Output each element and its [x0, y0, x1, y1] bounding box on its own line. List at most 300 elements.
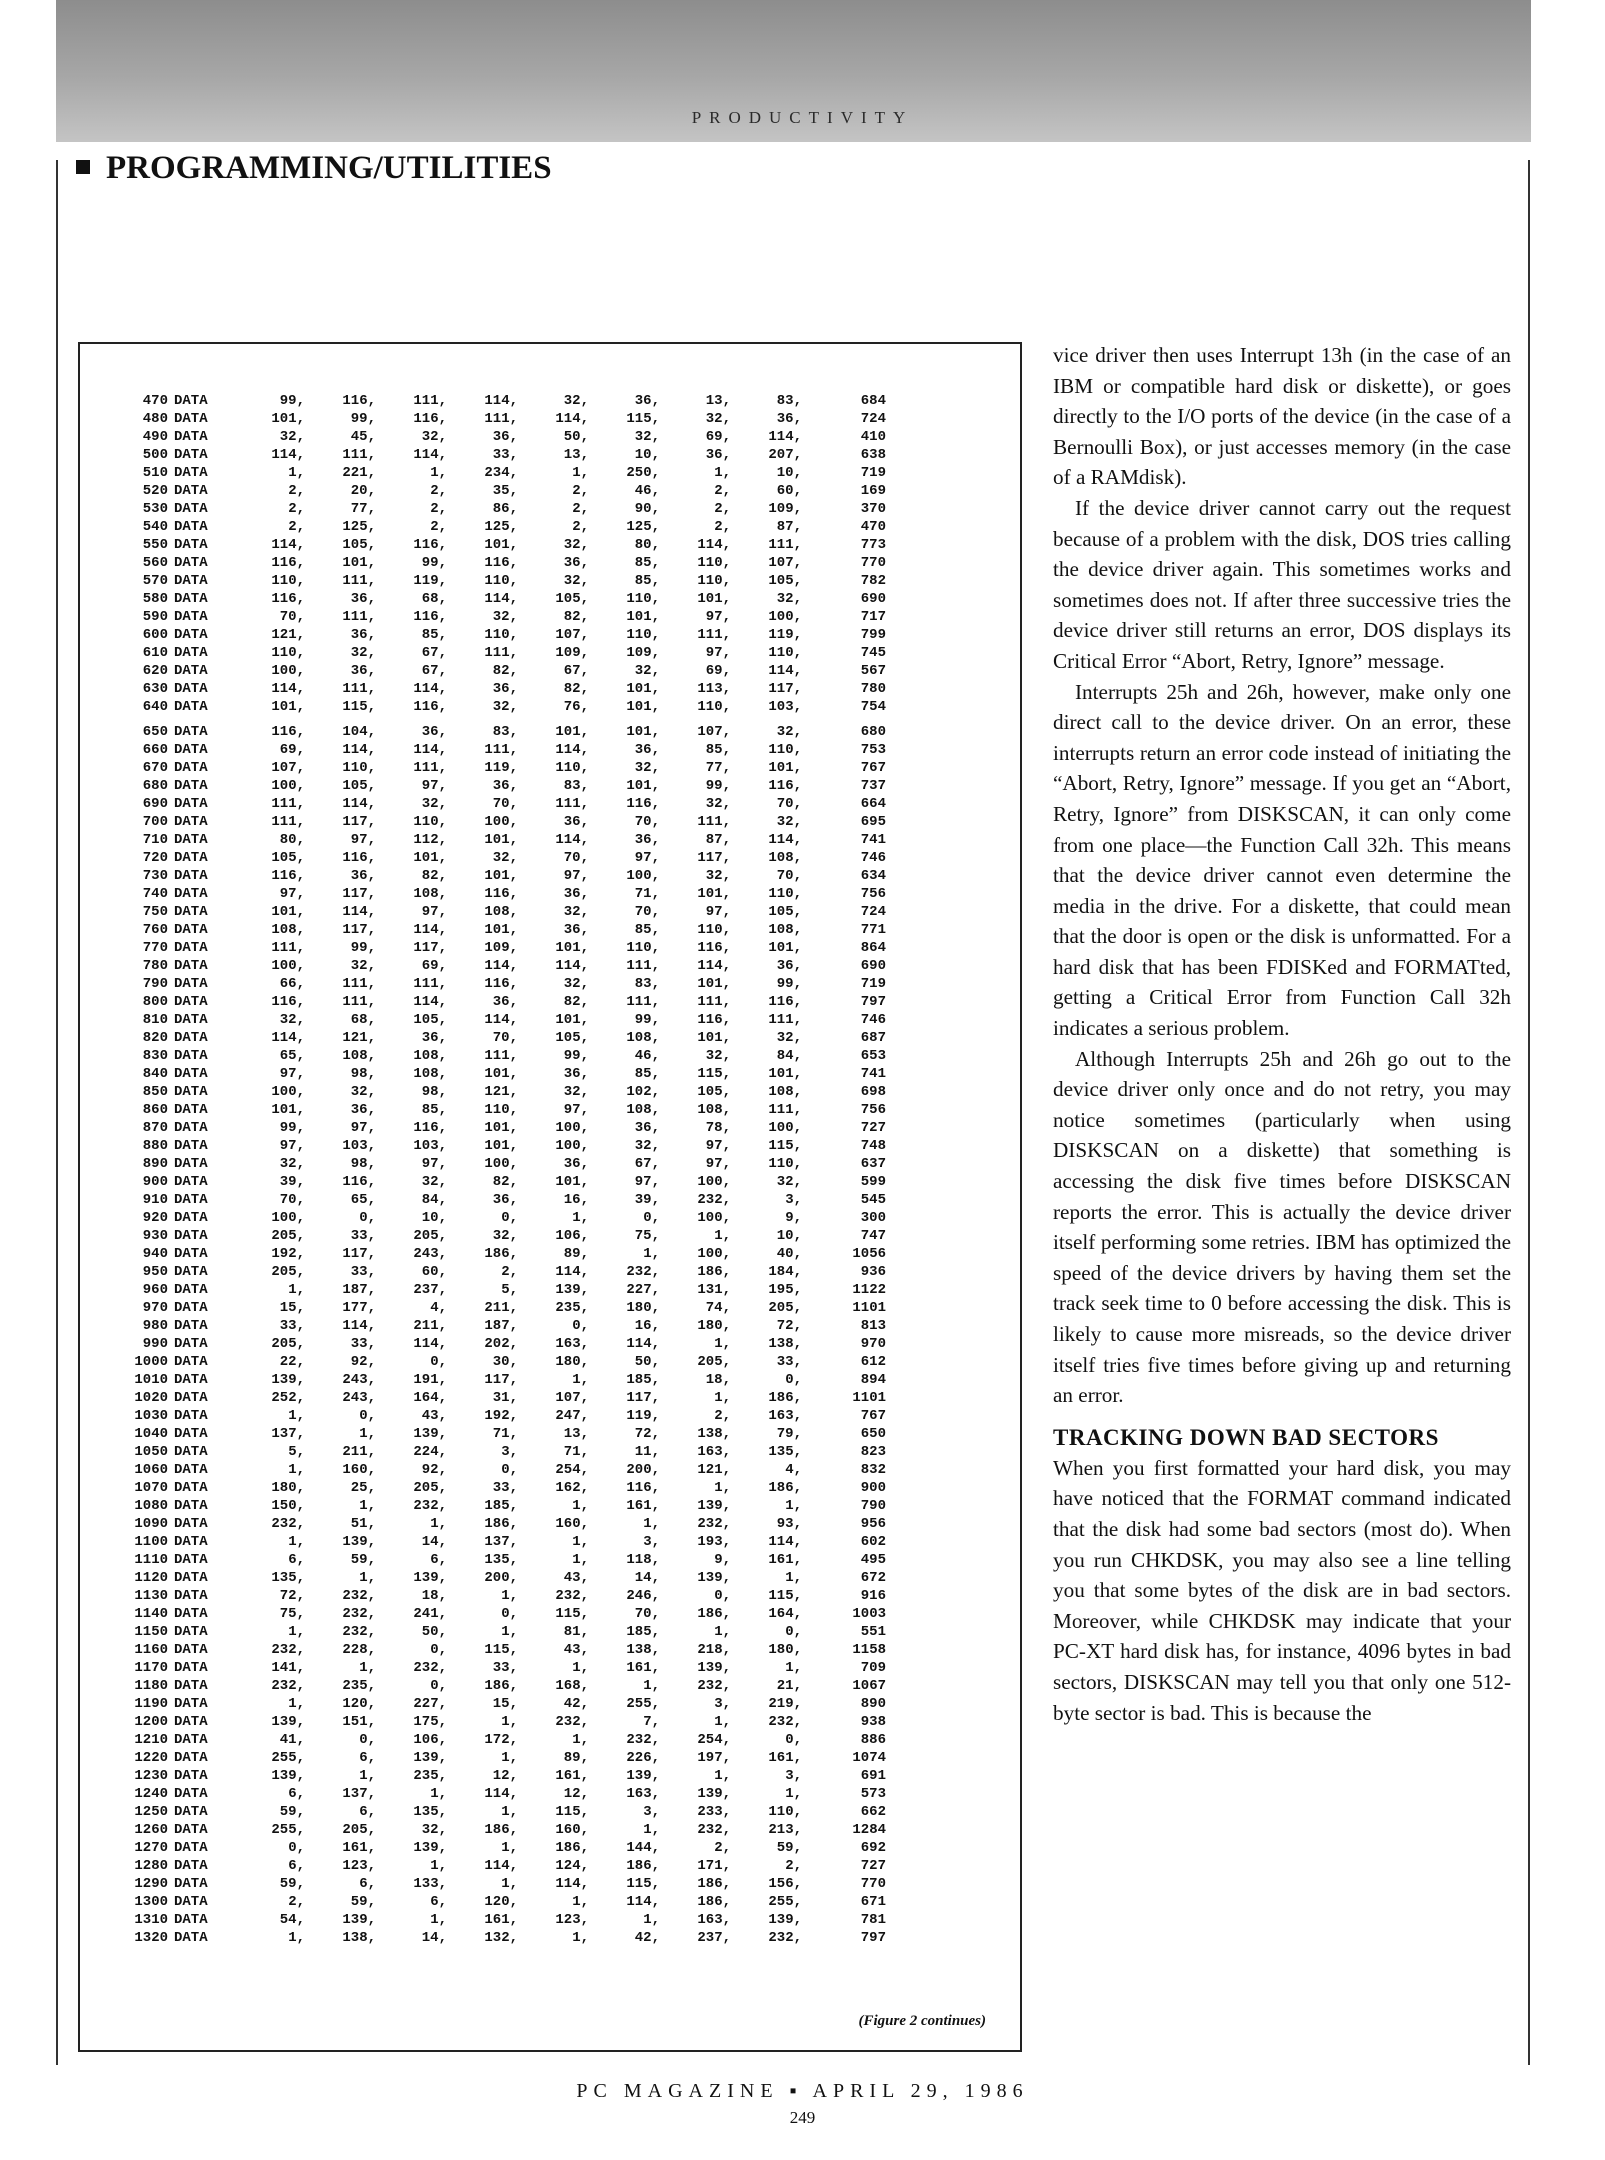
data-value: 110, — [697, 699, 731, 715]
data-value: 1, — [714, 1624, 731, 1640]
data-value: 114, — [626, 1336, 660, 1352]
article-paragraph: When you first formatted your hard disk, you may have noticed that the FORMAT command indicated that the disk had some bad sectors (most do). When you run CHKDSK, you may also see a line telling you that some bytes of the disk are in bad sectors. Moreover, while CHKDSK may indicate that your PC-XT hard disk has, for instance, 4096 bytes in bad sectors, DISKSCAN may tell you that only one 512-byte sector is bad. This is because the — [1053, 1455, 1511, 1725]
data-keyword: DATA — [174, 393, 208, 409]
data-value: 205, — [271, 1264, 305, 1280]
data-value: 123, — [342, 1858, 376, 1874]
checksum-value: 169 — [860, 483, 886, 499]
data-value: 97, — [705, 904, 731, 920]
data-value: 1, — [359, 1570, 376, 1586]
data-value: 114, — [271, 1030, 305, 1046]
checksum-value: 1003 — [852, 1606, 886, 1622]
data-value: 139, — [413, 1570, 447, 1586]
data-value: 70, — [279, 1192, 305, 1208]
data-value: 232, — [626, 1264, 660, 1280]
line-number: 1300 — [134, 1894, 168, 1910]
data-keyword: DATA — [174, 465, 208, 481]
data-value: 36, — [492, 681, 518, 697]
data-value: 32, — [421, 1822, 447, 1838]
checksum-value: 741 — [860, 832, 886, 848]
data-value: 163, — [697, 1444, 731, 1460]
data-keyword: DATA — [174, 1498, 208, 1514]
data-value: 227, — [626, 1282, 660, 1298]
footer-magazine-line: PC MAGAZINE ▪ APRIL 29, 1986 — [576, 2080, 1029, 2102]
line-number: 1120 — [134, 1570, 168, 1586]
listing-row — [112, 1047, 992, 1065]
data-keyword: DATA — [174, 1714, 208, 1730]
data-value: 200, — [626, 1462, 660, 1478]
checksum-value: 767 — [860, 1408, 886, 1424]
data-value: 80, — [279, 832, 305, 848]
data-value: 32, — [634, 663, 660, 679]
data-value: 139, — [697, 1786, 731, 1802]
data-value: 83, — [492, 724, 518, 740]
data-value: 7, — [643, 1714, 660, 1730]
data-value: 22, — [279, 1354, 305, 1370]
data-value: 99, — [279, 1120, 305, 1136]
data-keyword: DATA — [174, 1786, 208, 1802]
data-value: 163, — [555, 1336, 589, 1352]
data-value: 33, — [350, 1336, 376, 1352]
data-keyword: DATA — [174, 1228, 208, 1244]
data-keyword: DATA — [174, 1696, 208, 1712]
line-number: 770 — [142, 940, 168, 956]
data-value: 228, — [342, 1642, 376, 1658]
data-value: 161, — [768, 1552, 802, 1568]
data-value: 108, — [626, 1102, 660, 1118]
listing-row — [112, 1785, 992, 1803]
data-value: 85, — [634, 1066, 660, 1082]
line-number: 940 — [142, 1246, 168, 1262]
data-value: 97, — [421, 778, 447, 794]
checksum-value: 573 — [860, 1786, 886, 1802]
data-keyword: DATA — [174, 1624, 208, 1640]
data-value: 115, — [768, 1588, 802, 1604]
line-number: 1290 — [134, 1876, 168, 1892]
data-keyword: DATA — [174, 1336, 208, 1352]
data-value: 232, — [271, 1678, 305, 1694]
data-value: 1, — [288, 1930, 305, 1946]
data-value: 114, — [768, 832, 802, 848]
line-number: 490 — [142, 429, 168, 445]
data-value: 114, — [271, 681, 305, 697]
line-number: 1140 — [134, 1606, 168, 1622]
data-value: 0, — [430, 1678, 447, 1694]
data-value: 137, — [342, 1786, 376, 1802]
line-number: 1150 — [134, 1624, 168, 1640]
data-value: 232, — [626, 1732, 660, 1748]
checksum-value: 662 — [860, 1804, 886, 1820]
listing-row — [112, 1299, 992, 1317]
data-value: 100, — [484, 1156, 518, 1172]
data-value: 120, — [342, 1696, 376, 1712]
data-value: 103, — [768, 699, 802, 715]
data-value: 70, — [776, 868, 802, 884]
data-value: 121, — [697, 1462, 731, 1478]
data-value: 85, — [634, 555, 660, 571]
listing-row — [112, 1551, 992, 1569]
data-value: 100, — [697, 1246, 731, 1262]
data-value: 207, — [768, 447, 802, 463]
data-keyword: DATA — [174, 1084, 208, 1100]
data-value: 232, — [555, 1588, 589, 1604]
data-value: 116, — [342, 1174, 376, 1190]
line-number: 1280 — [134, 1858, 168, 1874]
data-value: 111, — [342, 447, 376, 463]
data-value: 0, — [785, 1372, 802, 1388]
data-value: 164, — [413, 1390, 447, 1406]
data-value: 114, — [342, 796, 376, 812]
data-value: 77, — [705, 760, 731, 776]
checksum-value: 864 — [860, 940, 886, 956]
checksum-value: 612 — [860, 1354, 886, 1370]
data-value: 1, — [572, 1930, 589, 1946]
data-value: 21, — [776, 1678, 802, 1694]
listing-row — [112, 957, 992, 975]
data-value: 18, — [421, 1588, 447, 1604]
data-keyword: DATA — [174, 1408, 208, 1424]
data-value: 101, — [626, 699, 660, 715]
data-keyword: DATA — [174, 1174, 208, 1190]
data-value: 40, — [776, 1246, 802, 1262]
data-value: 1, — [572, 1498, 589, 1514]
data-value: 114, — [413, 922, 447, 938]
data-value: 2, — [785, 1858, 802, 1874]
data-value: 45, — [350, 429, 376, 445]
data-value: 211, — [413, 1318, 447, 1334]
data-value: 32, — [279, 1156, 305, 1172]
data-value: 111, — [768, 1012, 802, 1028]
listing-row — [112, 1371, 992, 1389]
data-value: 70, — [634, 814, 660, 830]
data-value: 111, — [697, 627, 731, 643]
data-value: 14, — [421, 1534, 447, 1550]
data-value: 36, — [634, 1120, 660, 1136]
data-keyword: DATA — [174, 645, 208, 661]
listing-row — [112, 536, 992, 554]
data-value: 1, — [572, 1660, 589, 1676]
data-value: 111, — [697, 994, 731, 1010]
listing-row — [112, 1425, 992, 1443]
data-value: 97, — [705, 609, 731, 625]
data-value: 1, — [501, 1750, 518, 1766]
checksum-value: 799 — [860, 627, 886, 643]
listing-row — [112, 1353, 992, 1371]
data-value: 36, — [634, 832, 660, 848]
data-value: 202, — [484, 1336, 518, 1352]
data-value: 2, — [288, 519, 305, 535]
checksum-value: 650 — [860, 1426, 886, 1442]
listing-row — [112, 1137, 992, 1155]
data-value: 36, — [563, 886, 589, 902]
data-value: 100, — [697, 1210, 731, 1226]
listing-row — [112, 1839, 992, 1857]
data-value: 59, — [350, 1894, 376, 1910]
line-number: 750 — [142, 904, 168, 920]
data-value: 250, — [626, 465, 660, 481]
data-value: 99, — [634, 1012, 660, 1028]
data-value: 32, — [279, 1012, 305, 1028]
data-value: 1, — [359, 1426, 376, 1442]
data-value: 116, — [484, 886, 518, 902]
data-value: 114, — [342, 904, 376, 920]
data-keyword: DATA — [174, 850, 208, 866]
data-value: 1, — [714, 1336, 731, 1352]
data-value: 205, — [342, 1822, 376, 1838]
data-value: 70, — [776, 796, 802, 812]
data-keyword: DATA — [174, 976, 208, 992]
checksum-value: 545 — [860, 1192, 886, 1208]
data-value: 32, — [492, 1228, 518, 1244]
data-value: 36, — [563, 1066, 589, 1082]
data-value: 205, — [413, 1480, 447, 1496]
data-value: 163, — [697, 1912, 731, 1928]
data-value: 97, — [279, 1138, 305, 1154]
data-value: 103, — [342, 1138, 376, 1154]
line-number: 720 — [142, 850, 168, 866]
checksum-value: 747 — [860, 1228, 886, 1244]
data-value: 1, — [501, 1588, 518, 1604]
data-value: 243, — [413, 1246, 447, 1262]
data-value: 139, — [342, 1912, 376, 1928]
data-value: 116, — [413, 609, 447, 625]
data-value: 105, — [413, 1012, 447, 1028]
data-value: 83, — [776, 393, 802, 409]
data-value: 1, — [714, 1714, 731, 1730]
data-value: 111, — [342, 976, 376, 992]
data-value: 100, — [555, 1120, 589, 1136]
listing-row — [112, 1587, 992, 1605]
data-value: 161, — [626, 1498, 660, 1514]
data-value: 97, — [634, 850, 660, 866]
data-value: 3, — [501, 1444, 518, 1460]
data-value: 117, — [413, 940, 447, 956]
data-value: 115, — [555, 1804, 589, 1820]
data-value: 116, — [484, 976, 518, 992]
checksum-value: 1101 — [852, 1300, 886, 1316]
data-value: 120, — [484, 1894, 518, 1910]
line-number: 1270 — [134, 1840, 168, 1856]
data-value: 114, — [484, 591, 518, 607]
data-keyword: DATA — [174, 555, 208, 571]
data-value: 50, — [563, 429, 589, 445]
data-value: 246, — [626, 1588, 660, 1604]
listing-row — [112, 1191, 992, 1209]
data-value: 0, — [501, 1606, 518, 1622]
data-value: 97, — [705, 645, 731, 661]
data-value: 59, — [350, 1552, 376, 1568]
data-value: 255, — [626, 1696, 660, 1712]
data-value: 1, — [359, 1768, 376, 1784]
listing-row — [112, 1749, 992, 1767]
data-keyword: DATA — [174, 868, 208, 884]
checksum-value: 737 — [860, 778, 886, 794]
data-value: 107, — [555, 627, 589, 643]
data-value: 36, — [563, 1156, 589, 1172]
checksum-value: 664 — [860, 796, 886, 812]
data-keyword: DATA — [174, 1642, 208, 1658]
data-value: 139, — [697, 1570, 731, 1586]
line-number: 640 — [142, 699, 168, 715]
data-value: 25, — [350, 1480, 376, 1496]
line-number: 1070 — [134, 1480, 168, 1496]
data-value: 50, — [634, 1354, 660, 1370]
listing-row — [112, 975, 992, 993]
listing-row — [112, 1173, 992, 1191]
checksum-value: 771 — [860, 922, 886, 938]
data-value: 32, — [634, 760, 660, 776]
data-value: 1, — [714, 1390, 731, 1406]
data-value: 12, — [563, 1786, 589, 1802]
data-value: 109, — [555, 645, 589, 661]
data-value: 108, — [413, 886, 447, 902]
data-value: 98, — [421, 1084, 447, 1100]
data-value: 180, — [626, 1300, 660, 1316]
data-value: 116, — [271, 591, 305, 607]
data-value: 116, — [413, 411, 447, 427]
data-value: 175, — [413, 1714, 447, 1730]
data-value: 115, — [626, 1876, 660, 1892]
data-value: 46, — [634, 1048, 660, 1064]
data-value: 141, — [271, 1660, 305, 1676]
data-value: 186, — [484, 1678, 518, 1694]
data-value: 2, — [714, 519, 731, 535]
data-value: 6, — [359, 1750, 376, 1766]
data-value: 101, — [484, 1120, 518, 1136]
data-value: 101, — [626, 609, 660, 625]
checksum-value: 894 — [860, 1372, 886, 1388]
checksum-value: 653 — [860, 1048, 886, 1064]
data-value: 110, — [768, 886, 802, 902]
data-value: 16, — [563, 1192, 589, 1208]
data-value: 139, — [413, 1426, 447, 1442]
data-value: 104, — [342, 724, 376, 740]
data-value: 1, — [714, 465, 731, 481]
listing-row — [112, 1389, 992, 1407]
data-value: 139, — [271, 1372, 305, 1388]
data-value: 111, — [484, 742, 518, 758]
data-value: 232, — [271, 1642, 305, 1658]
data-value: 70, — [634, 904, 660, 920]
listing-row — [112, 921, 992, 939]
listing-row — [112, 518, 992, 536]
line-number: 630 — [142, 681, 168, 697]
data-value: 105, — [342, 778, 376, 794]
data-value: 41, — [279, 1732, 305, 1748]
data-value: 72, — [279, 1588, 305, 1604]
data-value: 59, — [279, 1804, 305, 1820]
data-value: 1, — [785, 1570, 802, 1586]
data-value: 16, — [634, 1318, 660, 1334]
data-value: 172, — [484, 1732, 518, 1748]
listing-row — [112, 903, 992, 921]
listing-row — [112, 1101, 992, 1119]
checksum-value: 551 — [860, 1624, 886, 1640]
data-value: 0, — [785, 1732, 802, 1748]
checksum-value: 1067 — [852, 1678, 886, 1694]
data-value: 160, — [555, 1516, 589, 1532]
line-number: 1100 — [134, 1534, 168, 1550]
line-number: 600 — [142, 627, 168, 643]
data-value: 99, — [421, 555, 447, 571]
data-value: 132, — [484, 1930, 518, 1946]
listing-row — [112, 1569, 992, 1587]
data-value: 111, — [342, 573, 376, 589]
data-keyword: DATA — [174, 699, 208, 715]
figure-caption: (Figure 2 continues) — [858, 2013, 986, 2029]
data-value: 66, — [279, 976, 305, 992]
listing-row — [112, 1011, 992, 1029]
data-value: 70, — [492, 1030, 518, 1046]
data-value: 92, — [350, 1354, 376, 1370]
data-value: 114, — [555, 1876, 589, 1892]
data-value: 205, — [697, 1354, 731, 1370]
data-value: 1, — [572, 1894, 589, 1910]
data-value: 6, — [430, 1552, 447, 1568]
data-value: 107, — [697, 724, 731, 740]
data-value: 135, — [271, 1570, 305, 1586]
data-keyword: DATA — [174, 483, 208, 499]
data-value: 39, — [279, 1174, 305, 1190]
data-value: 100, — [768, 1120, 802, 1136]
data-keyword: DATA — [174, 627, 208, 643]
checksum-value: 900 — [860, 1480, 886, 1496]
listing-row — [112, 1083, 992, 1101]
data-value: 82, — [492, 1174, 518, 1190]
checksum-value: 724 — [860, 904, 886, 920]
listing-row — [112, 939, 992, 957]
data-value: 135, — [768, 1444, 802, 1460]
article-column — [1053, 340, 1511, 1728]
checksum-value: 746 — [860, 1012, 886, 1028]
data-value: 13, — [563, 1426, 589, 1442]
listing-row — [112, 1659, 992, 1677]
data-value: 2, — [288, 1894, 305, 1910]
line-number: 510 — [142, 465, 168, 481]
data-value: 186, — [768, 1390, 802, 1406]
data-value: 133, — [413, 1876, 447, 1892]
data-value: 108, — [484, 904, 518, 920]
data-value: 116, — [768, 778, 802, 794]
line-number: 730 — [142, 868, 168, 884]
listing-row — [112, 446, 992, 464]
data-value: 186, — [697, 1606, 731, 1622]
data-value: 32, — [776, 724, 802, 740]
data-value: 116, — [697, 940, 731, 956]
data-value: 137, — [484, 1534, 518, 1550]
data-value: 2, — [288, 501, 305, 517]
data-value: 87, — [705, 832, 731, 848]
data-value: 192, — [271, 1246, 305, 1262]
data-value: 137, — [271, 1426, 305, 1442]
line-number: 680 — [142, 778, 168, 794]
data-value: 111, — [342, 681, 376, 697]
listing-row — [112, 1605, 992, 1623]
listing-row — [112, 795, 992, 813]
line-number: 900 — [142, 1174, 168, 1190]
data-value: 101, — [768, 760, 802, 776]
data-value: 105, — [555, 591, 589, 607]
data-value: 43, — [563, 1570, 589, 1586]
data-keyword: DATA — [174, 573, 208, 589]
data-value: 100, — [768, 609, 802, 625]
data-value: 110, — [484, 573, 518, 589]
data-value: 111, — [413, 976, 447, 992]
data-value: 113, — [697, 681, 731, 697]
line-number: 1000 — [134, 1354, 168, 1370]
data-value: 232, — [697, 1822, 731, 1838]
checksum-value: 719 — [860, 465, 886, 481]
checksum-value: 1056 — [852, 1246, 886, 1262]
